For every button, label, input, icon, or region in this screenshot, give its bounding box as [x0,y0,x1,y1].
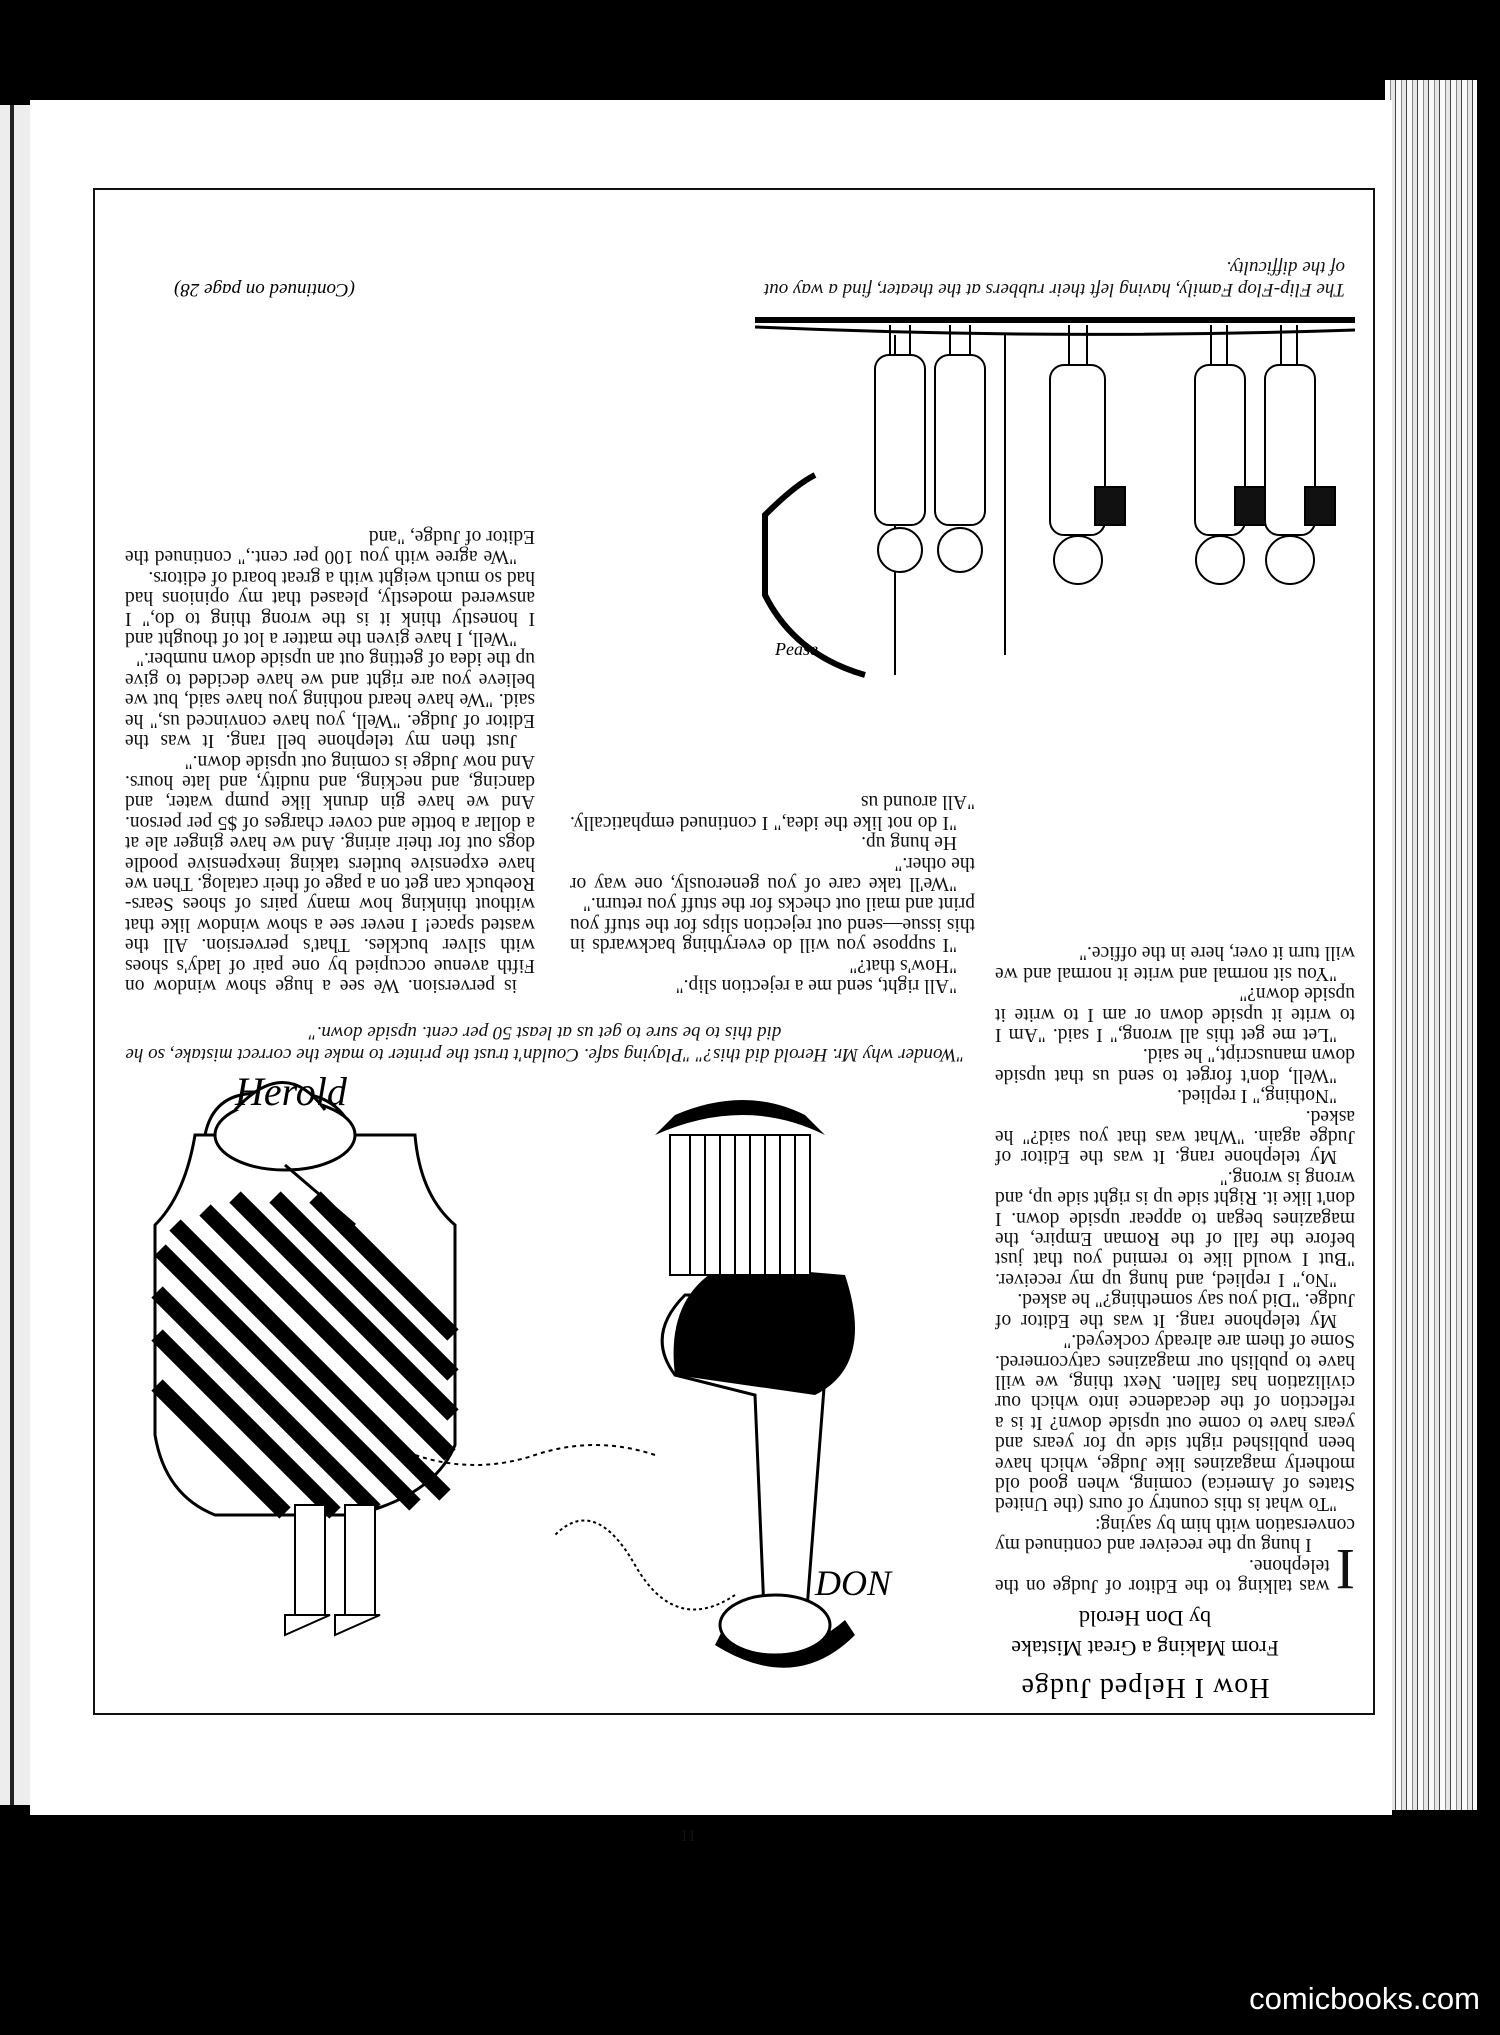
text-column-1 [995,942,1355,1602]
page-number: 11 [680,1826,697,1845]
flip-flop-family-illustration [735,315,1355,715]
right-book-page-edges [1385,80,1477,1810]
article-title: How I Helped Judge [1020,1672,1270,1703]
striped-coat-figure [155,1083,455,1636]
continued-note: (Continued on page 28) [173,279,355,300]
cartoon-herold-drawing [115,1075,975,1695]
cartoon-herold-illustration [115,1075,975,1695]
paragraph: "Well, I have given the matter a lot of thought and I honestly think it is the wrong thing to do," I answered modestly, pleased that my opinions had had so much weight with a great board of editors. [125,566,535,650]
paragraph: "I suppose you will do everything backwards in this issue—send out rejection slips for the stuff you print and mail out checks for the stuff you return." [570,893,975,956]
paragraph: "Let me get this all wrong," I said. "Am I to write it upside down or am I to write it upside down?" [995,983,1355,1046]
paragraph: My telephone rang. It was the Editor of Judge. "Did you say something?" he asked. [995,1289,1355,1331]
paragraph: My telephone rang. It was the Editor of Judge again. "What was that you said?" he asked. [995,1105,1355,1168]
paragraph: "You sit normal and write it normal and we will turn it over, here in the office." [995,942,1355,984]
article-subtitle: From Making a Great Mistake [1011,1636,1279,1661]
paragraph: "How's that?" [849,954,957,976]
site-watermark: comicbooks.com [1249,1981,1480,2016]
article-byline: by Don Herold [1079,1606,1211,1631]
cartoon-signature-don: DON [815,1563,892,1603]
upside-down-content [93,188,1375,1715]
drop-cap: I [1335,1537,1355,1602]
cartoon-signature-herold: Herold [235,1075,347,1114]
paragraph: "I do not like the idea," I continued emphatically. "All around us [570,791,975,833]
paragraph: is perversion. We see a huge show window on Fifth avenue occupied by one pair of lady's shoes with silver buckles. That's perversion. All the wasted space! I never see a show window like that without thinking how many pairs of shoes Sears-Roebuck can get on a page of their catalog. Then we have expensive butlers taking inexpensive poodle dogs out for their airing. And we have ginger ale at a dollar a bottle and cover charges of $5 per person. And we have gin drunk like pump water, and dancing, and necking, and nudity, and late hours. And now Judge is coming out upside down." [125,750,535,996]
hanging-figures [875,325,1335,584]
paragraph: "To what is this country of ours (the United States of America) coming, when good old motherly magazines like Judge, which have been published right side up for years and years have to come out upside down? It is a reflection of the decadence into which our civilization has fallen. Next thing, we will have to publish our magazines catycornered. Some of them are already cockeyed." [995,1330,1355,1515]
paragraph: Just then my telephone bell rang. It was the Editor of Judge. "Well, you have convinced us," he said. "We have heard nothing you have said, but we believe you are right and we have decided to give up the idea of getting out an upside down number." [125,648,535,752]
paragraph: "Well, don't forget to send us that upside down manuscript," he said. [995,1044,1355,1086]
paragraph: I hung up the receiver and continued my conversation with him by saying: [995,1513,1355,1556]
paragraph: "All right, send me a rejection slip." [675,975,957,996]
cartoon-herold-caption: "Wonder why Mr. Herold did this?" "Playing safe. Couldn't trust the printer to make the correct mistake, so he did this to be sure to get us at least 50 per cent. upside down." [125,1022,965,1065]
paragraph: "We'll take care of you generously, one way or the other." [570,852,975,894]
flip-flop-caption: The Flip-Flop Family, having left their rubbers at the theater, find a way out of the difficulty. [763,257,1345,300]
paragraph: He hung up. [861,832,957,854]
text-column-2 [570,791,975,995]
paragraph: "Nothing," I replied. [1177,1085,1337,1107]
paragraph: "We agree with you 100 per cent.," continued the Editor of Judge, "and [125,526,535,568]
text-column-3 [125,526,535,995]
paragraph: was talking to the Editor of Judge on the telephone. [995,1554,1330,1596]
flip-flop-drawing [735,315,1355,715]
article-heading [935,1605,1355,1703]
cartoon-signature-pease: Pease [775,639,818,659]
paragraph: "No," I replied, and hung up my receiver. "But I would like to remind you that just before the fall of the Roman Empire, the magazines began to appear upside down. I don't like it. Right side up is right side up, and wrong is wrong." [995,1166,1355,1290]
